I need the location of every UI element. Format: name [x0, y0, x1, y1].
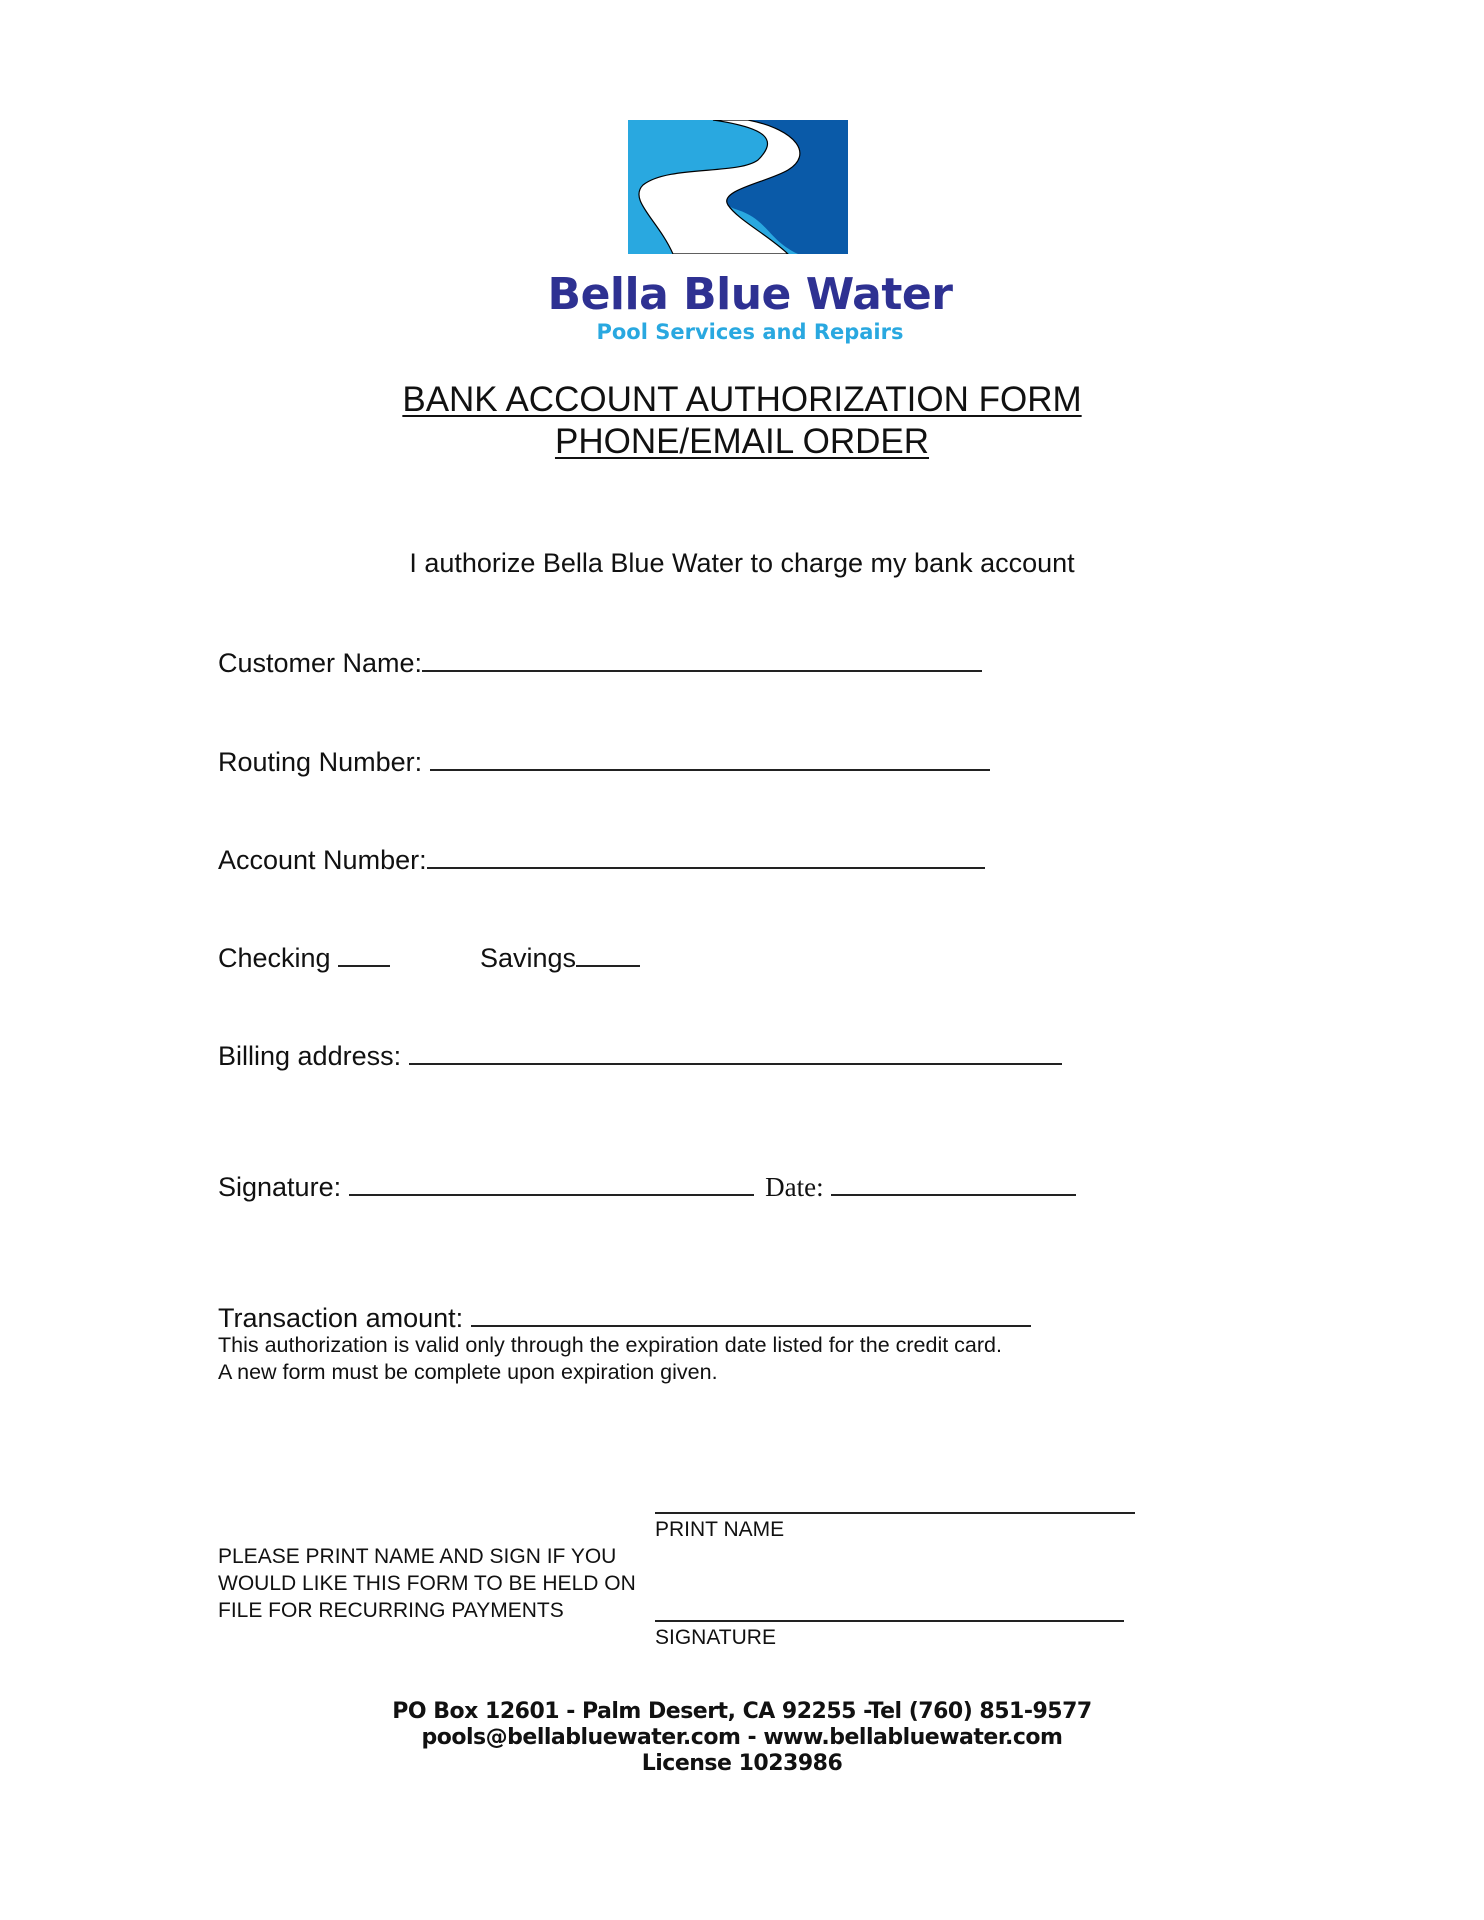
savings-label: Savings: [480, 943, 577, 973]
date-field[interactable]: [831, 1168, 1076, 1196]
account-number-field[interactable]: [427, 841, 985, 869]
billing-address-field[interactable]: [409, 1037, 1062, 1065]
recurring-instructions-line2: WOULD LIKE THIS FORM TO BE HELD ON: [218, 1572, 636, 1595]
customer-name-field[interactable]: [422, 644, 982, 672]
routing-number-row: [218, 743, 990, 778]
validity-notice-line2: A new form must be complete upon expiration given.: [218, 1360, 718, 1384]
account-number-label: Account Number:: [218, 845, 427, 875]
validity-notice-line1: This authorization is valid only through the expiration date listed for the credit card.: [218, 1333, 1002, 1357]
recurring-instructions-line1: PLEASE PRINT NAME AND SIGN IF YOU: [218, 1545, 617, 1568]
footer-license: License 1023986: [641, 1751, 843, 1776]
footer-contact: pools@bellabluewater.com - www.bellabluewater.com: [421, 1725, 1063, 1750]
transaction-amount-label: Transaction amount:: [218, 1303, 464, 1333]
signature-label: Signature:: [218, 1172, 342, 1202]
checking-row: [218, 939, 390, 974]
signature-row: [218, 1168, 1076, 1203]
date-label: Date:: [765, 1172, 824, 1202]
billing-address-label: Billing address:: [218, 1041, 402, 1071]
recurring-signature-line[interactable]: [655, 1620, 1124, 1622]
footer-address: PO Box 12601 - Palm Desert, CA 92255 -Tel (760) 851-9577: [392, 1699, 1092, 1724]
river-logo-icon: [628, 120, 848, 254]
customer-name-label: Customer Name:: [218, 648, 423, 678]
recurring-instructions-line3: FILE FOR RECURRING PAYMENTS: [218, 1599, 564, 1622]
billing-address-row: [218, 1037, 1062, 1072]
form-title-line1: BANK ACCOUNT AUTHORIZATION FORM: [402, 380, 1082, 419]
company-logo: [628, 120, 848, 254]
routing-number-label: Routing Number:: [218, 747, 423, 777]
transaction-amount-row: [218, 1299, 1031, 1334]
logo-tagline: Pool Services and Repairs: [596, 320, 904, 344]
customer-name-row: [218, 644, 982, 679]
savings-row: [480, 939, 640, 974]
form-title-line2: PHONE/EMAIL ORDER: [554, 422, 930, 461]
form-subtitle: [0, 421, 1484, 463]
print-name-label: PRINT NAME: [655, 1518, 785, 1541]
logo-company-name: Bella Blue Water: [547, 269, 953, 320]
checking-field[interactable]: [338, 939, 390, 967]
account-number-row: [218, 841, 985, 876]
print-name-line[interactable]: [655, 1512, 1135, 1514]
transaction-amount-field[interactable]: [471, 1299, 1031, 1327]
form-title: [0, 379, 1484, 421]
savings-field[interactable]: [576, 939, 640, 967]
signature-field[interactable]: [349, 1168, 754, 1196]
recurring-signature-label: SIGNATURE: [655, 1626, 776, 1649]
authorization-statement: I authorize Bella Blue Water to charge my bank account: [409, 548, 1075, 578]
checking-label: Checking: [218, 943, 331, 973]
routing-number-field[interactable]: [430, 743, 990, 771]
